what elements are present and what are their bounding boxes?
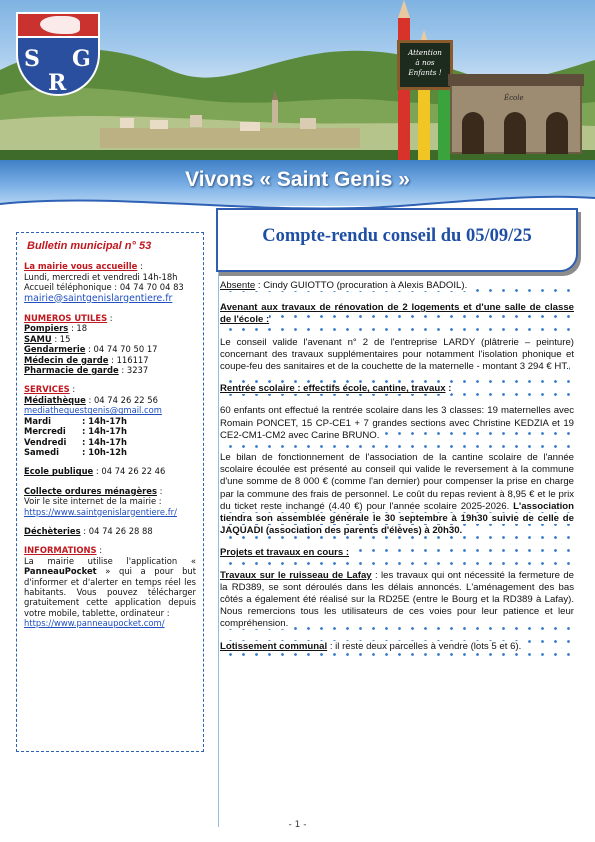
mediatheque-label: Médiathèque xyxy=(24,394,86,405)
informations-heading: INFORMATIONS xyxy=(24,545,97,556)
rentree-title xyxy=(220,383,574,395)
sign-line-1: Attention xyxy=(408,48,442,57)
rentree-paragraph xyxy=(220,405,574,442)
numeros-section: NUMEROS UTILES : Pompiers : 18 SAMU : 15 Gendarmerie : 04 74 70 50 17 Médecin de garde : 116117 Pharmacie de garde : 3237 xyxy=(24,313,196,375)
mediatheque-email-link[interactable]: mediathequestgenis@gmail.com xyxy=(24,405,162,416)
cantine-paragraph xyxy=(220,452,574,537)
page-number: - 1 - xyxy=(288,820,307,830)
number-label: Pompiers xyxy=(24,323,69,334)
decheteries-section xyxy=(24,526,196,536)
site-title: Vivons « Saint Genis » xyxy=(185,168,410,191)
lafay-paragraph xyxy=(220,570,574,631)
hours-row xyxy=(24,447,196,457)
hours-day: Mercredi xyxy=(24,426,66,437)
absente-label: Absente xyxy=(220,280,256,291)
mairie-phone-label: Accueil téléphonique : xyxy=(24,282,118,293)
mairie-email-link[interactable]: mairie@saintgenislargentiere.fr xyxy=(24,292,173,304)
school-door xyxy=(462,112,484,154)
mairie-heading: La mairie vous accueille xyxy=(24,261,138,272)
ecole-section xyxy=(24,466,196,476)
decheteries-label: Déchèteries xyxy=(24,525,81,536)
info-text-part: La mairie utilise l'application « xyxy=(24,555,196,566)
mediatheque-phone: : 04 74 26 22 56 xyxy=(88,394,158,405)
header-banner xyxy=(0,0,595,160)
lafay-label: Travaux sur le ruisseau de Lafay xyxy=(220,569,372,581)
lotissement-text: : il reste deux parcelles à vendre (lots 5 et 6). xyxy=(329,640,522,652)
absente-text: : Cindy GUIOTTO (procuration à Alexis BADOIL). xyxy=(257,280,468,291)
info-sidebar xyxy=(16,232,204,752)
coat-top-band xyxy=(16,12,100,38)
coat-letter-r: R xyxy=(48,70,67,96)
avenant-text: Le conseil valide l'avenant n° 2 de l'entreprise LARDY (plâtrerie – peinture) concernant des travaux supplémentaires pour notamment l'isolation phonique et coupe-feu des sanitaires et de la couchette de la maternelle - montant 3 294 € HT. xyxy=(220,336,574,373)
number-label: SAMU xyxy=(24,333,52,344)
sign-line-3: Enfants ! xyxy=(408,68,442,77)
bulletin-title: Bulletin municipal n° 53 xyxy=(27,240,152,252)
ecole-label: Ecole publique xyxy=(24,466,94,477)
mairie-section: La mairie vous accueille : Lundi, mercredi et vendredi 14h-18h Accueil téléphonique : 04 74 70 04 83 mairie@saintgenislargentiere.fr xyxy=(24,261,196,304)
rentree-text: 60 enfants ont effectué la rentrée scolaire dans les 3 classes: 19 maternelles avec Romain PONCET, 15 CP-CE1 + 7 grandes sections avec Christine KEDZIA et 19 CE2-CM1-CM2 avec Carine BRUNO. xyxy=(220,405,574,441)
lion-icon xyxy=(40,16,80,34)
ecole-phone: : 04 74 26 22 46 xyxy=(95,466,166,477)
number-row xyxy=(24,323,196,333)
projets-title xyxy=(220,547,574,559)
attention-sign xyxy=(397,40,453,90)
info-text-part: » qui a pour but d'informer et d'alerter en temps réel les habitants. Vous pouvez télécharger gratuitement cette application depuis votre mobile, tablette, ordinateur : xyxy=(24,566,196,618)
collecte-label: Collecte ordures ménagères xyxy=(24,485,157,496)
number-label: Gendarmerie xyxy=(24,344,86,355)
lotissement-label: Lotissement communal xyxy=(220,640,328,652)
number-value: : 116117 xyxy=(111,354,149,365)
article-content xyxy=(220,280,574,663)
decheteries-phone: : 04 74 26 28 88 xyxy=(83,525,153,536)
school-door xyxy=(546,112,568,154)
services-heading: SERVICES xyxy=(24,384,70,395)
school-roof xyxy=(448,74,584,86)
sign-line-2: à nos xyxy=(415,58,435,67)
avenant-title xyxy=(220,302,574,326)
mairie-hours: Lundi, mercredi et vendredi 14h-18h xyxy=(24,271,178,282)
collecte-section: Collecte ordures ménagères : Voir le site internet de la mairie : https://www.saintgenislargentiere.fr/ xyxy=(24,486,196,517)
rentree-title-suffix: : xyxy=(445,383,452,395)
number-value: : 3237 xyxy=(121,365,149,376)
number-value: : 18 xyxy=(70,323,88,334)
number-row xyxy=(24,344,196,354)
lafay-text: : les travaux qui ont nécessité la fermeture de la RD389, se sont déroulés dans les délais annoncés. L'aménagement des bas côtés a également été réalisé sur la RD25E (entre le Bourg et la RD389 à Lafay). Nous remercions tous les utilisateurs de ces voies pour leur patience et leur compréhension. xyxy=(220,569,575,630)
coat-letter-g: G xyxy=(72,46,91,72)
hours-row xyxy=(24,426,196,436)
number-label: Pharmacie de garde xyxy=(24,365,119,376)
school-door xyxy=(504,112,526,154)
avenant-title-text: Avenant aux travaux de rénovation de 2 logements et d'une salle de classe de l'école : xyxy=(220,302,574,326)
article-heading: Compte-rendu conseil du 05/09/25 xyxy=(262,226,532,246)
number-row xyxy=(24,334,196,344)
panneaupocket-link[interactable]: https://www.panneaupocket.com/ xyxy=(24,618,165,629)
hours-value: : 14h-17h xyxy=(82,436,127,447)
informations-section: INFORMATIONS : La mairie utilise l'application « PanneauPocket » qui a pour but d'informer et d'alerter en temps réel les habitants. Vous pouvez télécharger gratuitement cette application depuis votre mobile, tablette, ordinateur : https://www.panneaupocket.com/ xyxy=(24,545,196,629)
projets-title-text: Projets et travaux en cours : xyxy=(220,547,350,559)
hours-row xyxy=(24,437,196,447)
numeros-heading: NUMEROS UTILES xyxy=(24,313,108,324)
hours-value: : 14h-17h xyxy=(82,426,127,437)
hours-row xyxy=(24,416,196,426)
collecte-link[interactable]: https://www.saintgenislargentiere.fr/ xyxy=(24,506,177,517)
rentree-title-text: Rentrée scolaire : effectifs école, cantine, travaux xyxy=(220,383,446,395)
hours-value: : 10h-12h xyxy=(82,446,127,457)
cantine-text: Le bilan de fonctionnement de l'association de la cantine scolaire de l'année scolaire écoulée est présenté au conseil qui valide le reversement à la commune d'une somme de 8 000 € (comme l'an dernier) pour compenser la prise en charge par la commune des frais de personnel. Le coût du repas revient à 8,95 € et le prix du ticket reste inchangé (4.40 €) pour l'année scolaire 2025-2026. xyxy=(220,452,574,512)
services-section: SERVICES : Médiathèque : 04 74 26 22 56 mediathequestgenis@gmail.com Mardi : 14h-17h Mercredi : 14h-17h Vendredi : 14h-17h Samedi : 10h-12h xyxy=(24,384,196,457)
hours-day: Samedi xyxy=(24,446,59,457)
number-label: Médecin de garde xyxy=(24,354,109,365)
school-plate: École xyxy=(504,94,524,102)
lotissement-paragraph xyxy=(220,641,574,653)
number-row xyxy=(24,355,196,365)
coat-letter-s: S xyxy=(24,46,40,72)
number-row xyxy=(24,365,196,375)
absente-paragraph xyxy=(220,280,574,292)
hours-day: Mardi xyxy=(24,415,51,426)
hours-day: Vendredi xyxy=(24,436,67,447)
number-value: : 04 74 70 50 17 xyxy=(88,344,158,355)
hours-value: : 14h-17h xyxy=(82,415,127,426)
number-value: : 15 xyxy=(54,333,71,344)
avenant-paragraph xyxy=(220,337,574,374)
info-app-name: PanneauPocket xyxy=(24,566,97,577)
cantine-assembly-text: L'association tiendra son assemblée générale le 30 septembre à 19h30 suivie de celle de JAQUADI (association des parents d'élèves) à 20h30. xyxy=(220,500,574,537)
mairie-phone: 04 74 70 04 83 xyxy=(119,282,184,293)
informations-text xyxy=(24,556,196,618)
school-building xyxy=(450,82,582,154)
coat-of-arms-logo xyxy=(16,12,100,96)
collecte-text: Voir le site internet de la mairie : xyxy=(24,496,162,507)
